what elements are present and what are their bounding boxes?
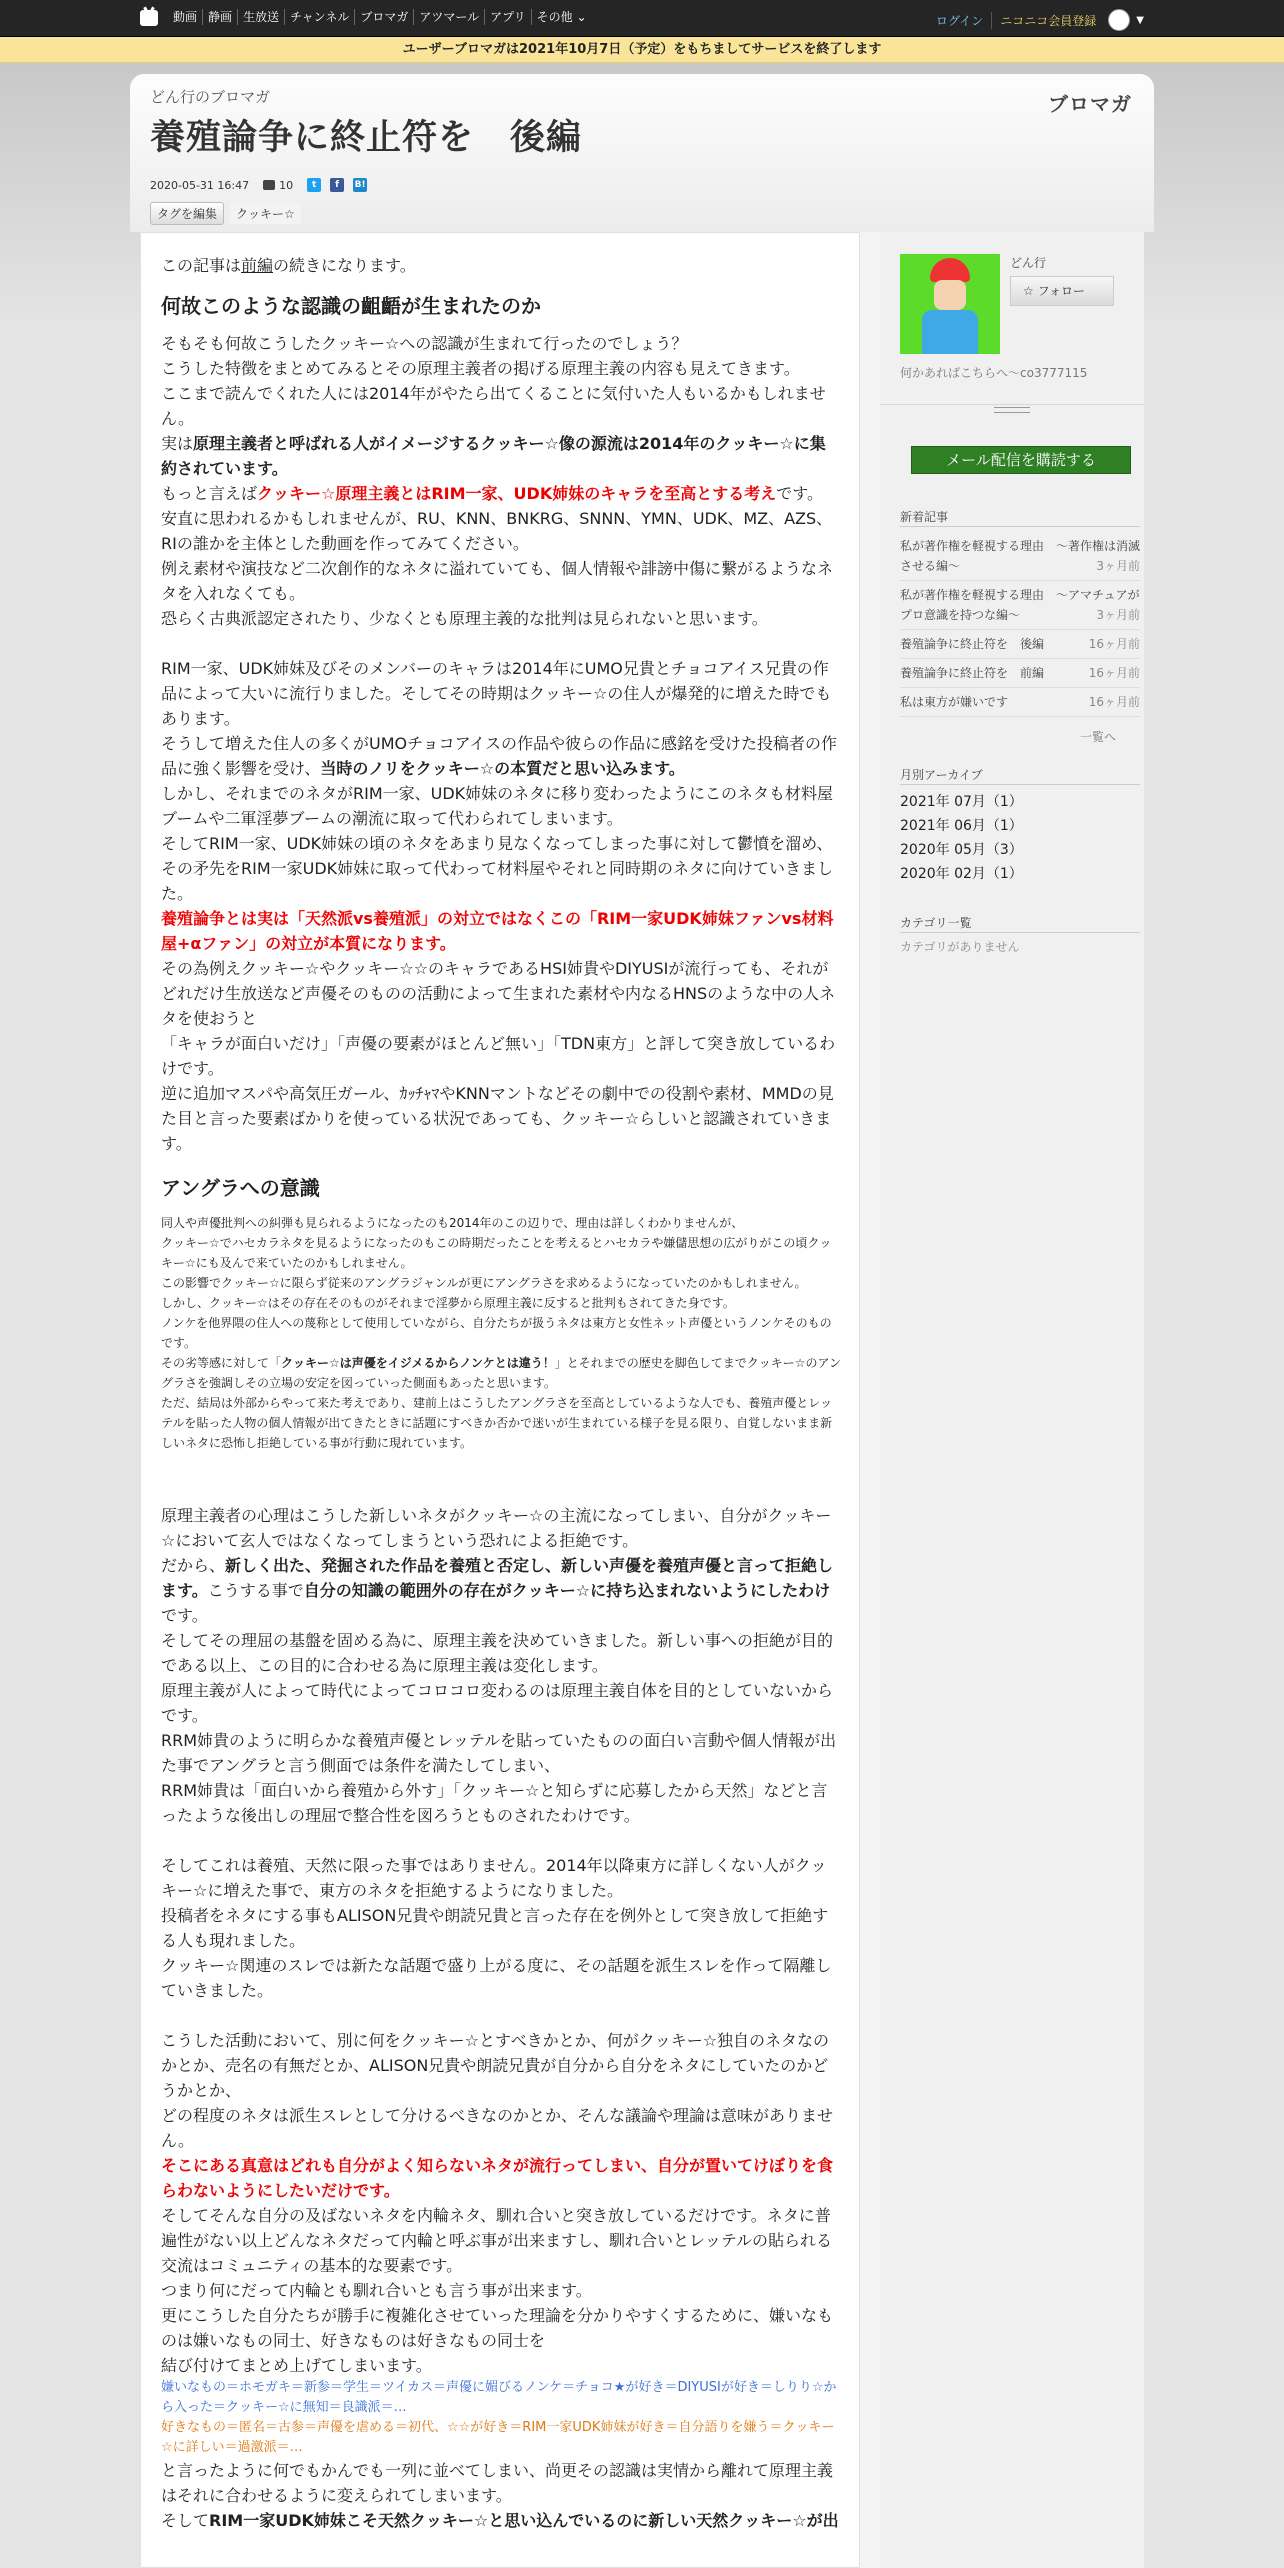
paragraph (161, 431, 841, 481)
article-main (140, 232, 860, 2568)
nav-blomaga[interactable]: ブロマガ (355, 9, 414, 25)
nav-app[interactable]: アプリ (485, 9, 532, 25)
divider (880, 404, 1144, 405)
previous-part-link[interactable]: 前編 (241, 256, 274, 275)
paragraph: そしてRIM一家、UDK姉妹の頃のネタをあまり見なくなってしまった事に対して鬱憤を溜め、その矛先をRIM一家UDK姉妹に取って代わって材料屋やそれと同時期のネタに向けていきました。 (161, 834, 834, 903)
profile-name[interactable]: どん行 (1010, 256, 1047, 270)
facebook-icon[interactable]: f (330, 178, 344, 192)
comment-icon (263, 180, 275, 190)
text: です。 (776, 484, 823, 503)
category-empty-text: カテゴリがありません (900, 940, 1020, 954)
text: 実は (161, 434, 194, 453)
section-heading: 何故このような認識の齟齬が生まれたのか (161, 294, 541, 318)
article-link[interactable]: 養殖論争に終止符を 後編 (900, 637, 1045, 651)
nav-atsumaru[interactable]: アツマール (414, 9, 485, 25)
nav-live[interactable]: 生放送 (238, 9, 285, 25)
profile-avatar[interactable] (900, 254, 1000, 354)
paragraph: その為例えクッキー☆やクッキー☆☆のキャラであるHSI姉貴やDIYUSIが流行っても、それがどれだけ生放送など声優そのものの活動によって生まれた素材や内なるHNSのような中の人ネタを使おうと (161, 959, 836, 1028)
paragraph (161, 481, 841, 506)
paragraph: 原理主義者の心理はこうした新しいネタがクッキー☆の主流になってしまい、自分がクッキー☆において玄人ではなくなってしまうという恐れによる拒絶です。 (161, 1506, 832, 1550)
account-area (928, 9, 1144, 31)
paragraph: ここまで読んでくれた人には2014年がやたら出てくることに気付いた人もいるかもしれません。 (161, 384, 826, 428)
avatar-body (922, 310, 978, 354)
nav-video[interactable]: 動画 (168, 9, 203, 25)
mail-subscribe-button[interactable]: メール配信を購読する (911, 446, 1131, 474)
bold-text: 新しく出た、発掘された作品を養殖と否定し、新しい声優を養殖声優と言って拒絶します。 (161, 1556, 834, 1600)
profile-description: 何かあればこちらへ～co3777115 (900, 366, 1088, 380)
divider (900, 526, 1140, 527)
chevron-down-icon[interactable]: ▼ (1136, 14, 1144, 26)
list-item[interactable] (900, 581, 1140, 630)
list-item[interactable] (900, 630, 1140, 659)
paragraph: そしてこれは養殖、天然に限った事ではありません。2014年以降東方に詳しくない人がクッキー☆に増えた事で、東方のネタを拒絶するようになりました。 (161, 1856, 827, 1900)
avatar-hat (930, 258, 970, 282)
article-header (130, 74, 1154, 232)
red-emphasis: そこにある真意はどれも自分がよく知らないネタが流行ってしまい、自分が置いてけぼりを食らわないようにしたいだけです。 (161, 2156, 834, 2200)
article-link[interactable]: 私は東方が嫌いです (900, 695, 1009, 709)
paragraph: 逆に追加マスパや高気圧ガール、ｶｯﾁｬﾏやKNNマントなどその劇中での役割や素材、MMDの見た目と言った要素ばかりを使っている状況であっても、クッキー☆らしいと認識されていきます。 (161, 1084, 834, 1153)
edit-tags-button[interactable]: タグを編集 (150, 202, 224, 225)
like-chain-text: 好きなもの＝匿名＝古参＝声優を虐める＝初代、☆☆が好き＝RIM一家UDK姉妹が好き＝自分語りを嫌う＝クッキー☆に詳しい＝過激派＝… (161, 2420, 835, 2455)
paragraph: 同人や声優批判への糾弾も見られるようになったのも2014年のこの辺りで、理由は詳しくわかりませんが、 (161, 1216, 744, 1230)
chevron-down-icon: ⌄ (576, 10, 587, 24)
channel-name[interactable]: どん行のブロマガ (150, 88, 271, 106)
divider (900, 932, 1140, 933)
paragraph: こうした活動において、別に何をクッキー☆とすべきかとか、何がクッキー☆独自のネタなのかとか、売名の有無だとか、ALISON兄貴や朗読兄貴が自分から自分をネタにしていたのかどうかとか、 (161, 2031, 830, 2100)
paragraph: ただ、結局は外部からやって来た考えであり、建前上はこうしたアングラさを至高としているような人でも、養殖声優とレッテルを貼った人物の個人情報が出てきたときに話題にすべきか否かで迷いが生まれている様子を見る限り、自覚しないまま新しいネタに恐怖し拒絶している事が行動に現れています。 (161, 1396, 833, 1450)
bold-text: 自分の知識の範囲外の存在がクッキー☆に持ち込まれないようにしたわけ (303, 1581, 831, 1600)
spacer (161, 631, 841, 656)
more-articles-link[interactable]: 一覧へ (1080, 730, 1117, 744)
tag-area (150, 202, 301, 225)
red-emphasis: 養殖論争とは実は「天然派vs養殖派」の対立ではなくこの「RIM一家UDK姉妹ファンvs材料屋+αファン」の対立が本質になります。 (161, 909, 834, 953)
new-articles-title: 新着記事 (900, 510, 949, 524)
spacer (161, 1478, 841, 1503)
spacer (161, 1828, 841, 1853)
paragraph: RRM姉貴は「面白いから養殖から外す」「クッキー☆と知らずに応募したから天然」などと言ったような後出しの理屈で整合性を図ろうとものされたわけです。 (161, 1781, 828, 1825)
paragraph: 例え素材や演技など二次創作的なネタに溢れていても、個人情報や誹謗中傷に繋がるようなネタを入れなくても。 (161, 559, 834, 603)
bold-text: RIM一家UDK姉妹こそ天然クッキー☆と思い込んでいるのに新しい天然クッキー☆が出 (209, 2511, 839, 2530)
text: そうして増えた住人の多くがUMOチョコアイスの作品や彼らの作品に感銘を受けた投稿者の作品に強く影響を受け、 (161, 734, 838, 778)
text: そして (161, 2511, 210, 2530)
intro-text: の続きになります。 (273, 256, 416, 275)
paragraph: しかし、それまでのネタがRIM一家、UDK姉妹のネタに移り変わったようにこのネタも材料屋ブームや二軍淫夢ブームの潮流に取って代わられてしまいます。 (161, 784, 834, 828)
paragraph: と言ったように何でもかんでも一列に並べてしまい、尚更その認識は実情から離れて原理主義はそれに合わせるように変えられてしまいます。 (161, 2461, 834, 2505)
article-intro (161, 253, 841, 278)
article-meta (150, 178, 376, 192)
paragraph (161, 1553, 841, 1628)
time-ago: 16ヶ月前 (1088, 666, 1140, 680)
tag-item[interactable]: クッキー☆ (230, 203, 301, 224)
content-container (140, 232, 1144, 2568)
nav-more[interactable]: その他 ⌄ (536, 10, 587, 24)
bold-text: クッキー☆は声優をイジメるからノンケとは違う！ (281, 1356, 555, 1370)
avatar[interactable] (1108, 9, 1130, 31)
list-item[interactable] (900, 659, 1140, 688)
service-end-notice: ユーザーブロマガは2021年10月7日（予定）をもちましてサービスを終了します (0, 37, 1284, 63)
article-body (161, 253, 841, 2533)
global-nav (168, 9, 592, 25)
time-ago: 16ヶ月前 (1088, 637, 1140, 651)
article-link[interactable]: 私が著作権を軽視する理由 ～アマチュアがプロ意識を持つな編～ (900, 588, 1140, 622)
category-title: カテゴリ一覧 (900, 916, 972, 930)
section-heading: アングラへの意識 (161, 1176, 320, 1200)
divider (900, 784, 1140, 785)
archive-link[interactable]: 2021年 07月（1） (900, 794, 1023, 810)
paragraph: そしてそんな自分の及ばないネタを内輪ネタ、馴れ合いと突き放しているだけです。ネタに普遍性がない以上どんなネタだって内輪と呼ぶ事が出来ますし、馴れ合いとレッテルの貼られる交流はコミュニティの基本的な要素です。 (161, 2206, 833, 2275)
paragraph (161, 1353, 841, 1393)
bold-text: 原理主義者と呼ばれる人がイメージするクッキー☆像の源流は2014年のクッキー☆に集約されています。 (161, 434, 826, 478)
twitter-icon[interactable]: t (307, 178, 321, 192)
time-ago: 3ヶ月前 (1096, 608, 1140, 622)
article-link[interactable]: 養殖論争に終止符を 前編 (900, 666, 1045, 680)
paragraph: つまり何にだって内輪とも馴れ合いとも言う事が出来ます。 (161, 2281, 592, 2300)
paragraph (161, 2508, 841, 2533)
red-emphasis: クッキー☆原理主義とはRIM一家、UDK姉妹のキャラを至高とする考え (257, 484, 777, 503)
nav-channel[interactable]: チャンネル (285, 9, 355, 25)
text: 」とそれまでの歴史を脚色してまでクッキー☆のアングラさを強調しその立場の安定を図っていった側面もあったと思います。 (161, 1356, 841, 1390)
paragraph: 更にこうした自分たちが勝手に複雑化させていった理論を分かりやすくするために、嫌いなものは嫌いなもの同士、好きなものは好きなもの同士を (161, 2306, 834, 2350)
paragraph: 原理主義が人によって時代によってコロコロ変わるのは原理主義自体を目的としていないからです。 (161, 1681, 834, 1725)
list-item[interactable] (900, 688, 1140, 717)
archive-link[interactable]: 2020年 05月（3） (900, 842, 1023, 858)
paragraph: 投稿者をネタにする事もALISON兄貴や朗読兄貴と言った存在を例外として突き放して拒絶する人も現れました。 (161, 1906, 829, 1950)
paragraph: 恐らく古典派認定されたり、少なくとも原理主義的な批判は見られないと思います。 (161, 609, 768, 628)
paragraph: ノンケを他界隈の住人への蔑称として使用していながら、自分たちが扱うネタは東方と女性ネット声優というノンケそのものです。 (161, 1316, 832, 1350)
text: もっと言えば (161, 484, 258, 503)
blomaga-logo[interactable]: ブロマガ (1048, 92, 1132, 116)
sidebar (880, 232, 1144, 2568)
list-item[interactable] (900, 532, 1140, 581)
login-link[interactable]: ログイン (928, 12, 992, 29)
text: その劣等感に対して「 (161, 1356, 282, 1370)
post-date: 2020-05-31 16:47 (150, 178, 250, 192)
paragraph: RIM一家、UDK姉妹及びそのメンバーのキャラは2014年にUMO兄貴とチョコアイス兄貴の作品によって大いに流行りました。そしてその時期はクッキー☆の住人が爆発的に増えた時でもあります。 (161, 659, 832, 728)
paragraph: どの程度のネタは派生スレとして分けるべきなのかとか、そんな議論や理論は意味がありません。 (161, 2106, 834, 2150)
archive-title: 月別アーカイブ (900, 768, 983, 782)
follow-label: フォロー (1037, 284, 1085, 298)
hatena-bookmark-icon[interactable]: B! (354, 180, 366, 190)
time-ago: 16ヶ月前 (1088, 695, 1140, 709)
article-link[interactable]: 私が著作権を軽視する理由 ～著作権は消滅させる編～ (900, 539, 1141, 573)
paragraph: 「キャラが面白いだけ」「声優の要素がほとんど無い」「TDN東方」と評して突き放しているわけです。 (161, 1034, 836, 1078)
spacer (161, 2003, 841, 2028)
text: こうする事で (207, 1581, 304, 1600)
paragraph: こうした特徴をまとめてみるとその原理主義者の掲げる原理主義の内容も見えてきます。 (161, 359, 800, 378)
archive-link[interactable]: 2021年 06月（1） (900, 818, 1023, 834)
time-ago: 3ヶ月前 (1096, 559, 1140, 573)
paragraph (161, 731, 841, 781)
dislike-chain-text: 嫌いなもの＝ホモガキ＝新参＝学生＝ツイカス＝声優に媚びるノンケ＝チョコ★が好き＝DIYUSIが好き＝しりり☆から入った＝クッキー☆に無知＝良識派＝… (161, 2380, 837, 2415)
text: だから、 (161, 1556, 226, 1575)
paragraph: この影響でクッキー☆に限らず従来のアングラジャンルが更にアングラさを求めるようになっていたのかもしれません。 (161, 1276, 807, 1290)
paragraph: 結び付けてまとめ上げてしまいます。 (161, 2356, 432, 2375)
text: です。 (161, 1606, 208, 1625)
page-title: 養殖論争に終止符を 後編 (150, 118, 583, 158)
paragraph: しかし、クッキー☆はその存在そのものがそれまで淫夢から原理主義に反すると批判もされてきた身です。 (161, 1296, 735, 1310)
intro-text: この記事は (161, 256, 242, 275)
paragraph: そしてその理屈の基盤を固める為に、原理主義を決めていきました。新しい事への拒絶が目的である以上、この目的に合わせる為に原理主義は変化します。 (161, 1631, 834, 1675)
paragraph: クッキー☆関連のスレでは新たな話題で盛り上がる度に、その話題を派生スレを作って隔離していきました。 (161, 1956, 832, 2000)
archive-list (900, 790, 1023, 886)
bold-text: 当時のノリをクッキー☆の本質だと思い込みます。 (320, 759, 685, 778)
niconico-tv-icon[interactable] (140, 10, 158, 26)
spacer (161, 1453, 841, 1478)
archive-link[interactable]: 2020年 02月（1） (900, 866, 1023, 882)
star-icon: ☆ (1023, 284, 1034, 298)
follow-button[interactable] (1010, 276, 1114, 306)
paragraph: クッキー☆でハセカラネタを見るようになったのもこの時期だったことを考えるとハセカラや嫌儲思想の広がりがこの頃クッキー☆にも及んで来ていたのかもしれません。 (161, 1236, 832, 1270)
paragraph: RRM姉貴のように明らかな養殖声優とレッテルを貼っていたものの面白い言動や個人情報が出た事でアングラと言う側面では条件を満たしてしまい、 (161, 1731, 837, 1775)
avatar-face (934, 280, 966, 310)
top-navbar (0, 0, 1284, 37)
collapse-handle[interactable] (994, 407, 1030, 413)
comment-count[interactable]: 10 (279, 178, 294, 192)
paragraph: 安直に思われるかもしれませんが、RU、KNN、BNKRG、SNNN、YMN、UDK、MZ、AZS、RIの誰かを主体とした動画を作ってみてください。 (161, 509, 833, 553)
paragraph: そもそも何故こうしたクッキー☆への認識が生まれて行ったのでしょう？ (161, 334, 688, 353)
new-articles-list (900, 532, 1140, 717)
nav-seiga[interactable]: 静画 (203, 9, 238, 25)
register-link[interactable]: ニコニコ会員登録 (1000, 13, 1097, 28)
